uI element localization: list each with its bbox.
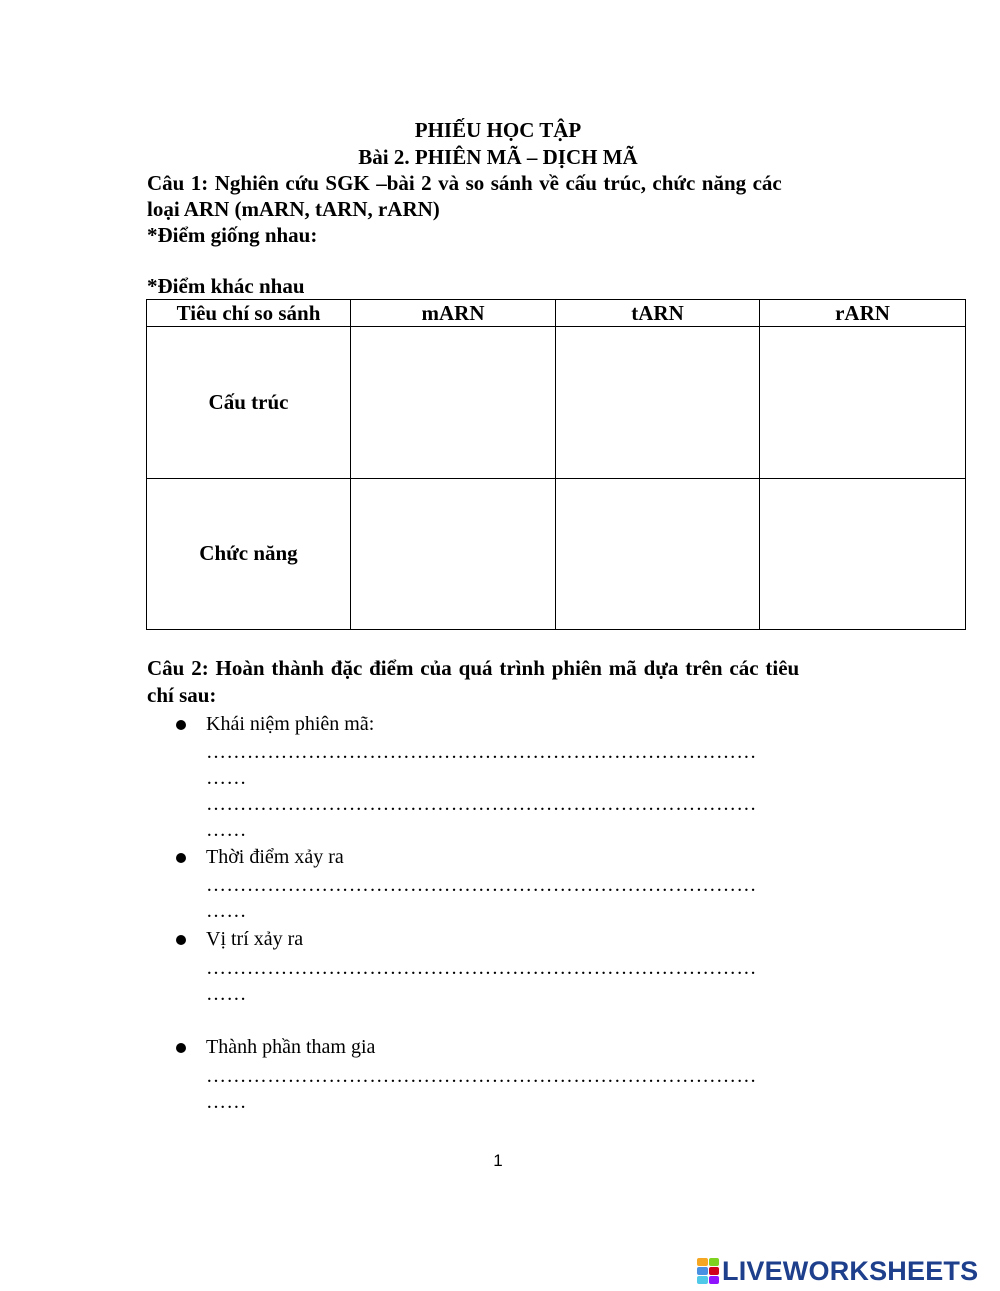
table-row-function — [147, 478, 966, 629]
header-rarn: rARN — [760, 300, 966, 327]
bullet-icon — [176, 853, 186, 863]
question2-line1: Câu 2: Hoàn thành đặc điểm của quá trình phiên mã dựa trên các tiêu — [147, 656, 800, 680]
answer-line-end[interactable]: …… — [206, 819, 247, 841]
item-label-location: Vị trí xảy ra — [206, 928, 304, 950]
item-label-participants: Thành phần tham gia — [206, 1036, 376, 1058]
answer-line-end[interactable]: …… — [206, 1091, 247, 1113]
answer-line-end[interactable]: …… — [206, 767, 247, 789]
differences-label: *Điểm khác nhau — [147, 274, 305, 298]
answer-line[interactable]: ……………………………………………………………………… — [206, 741, 757, 763]
worksheet-title: PHIẾU HỌC TẬP — [414, 118, 582, 142]
bullet-icon — [176, 720, 186, 730]
bullet-icon — [176, 1043, 186, 1053]
comparison-table — [146, 299, 966, 630]
page-number: 1 — [493, 1151, 503, 1170]
similarities-label: *Điểm giống nhau: — [147, 223, 318, 247]
cell-structure-tarn[interactable] — [556, 327, 760, 478]
bullet-icon — [176, 935, 186, 945]
lesson-subtitle: Bài 2. PHIÊN MÃ – DỊCH MÃ — [358, 145, 638, 169]
row-label-structure: Cấu trúc — [147, 327, 351, 478]
header-tarn: tARN — [556, 300, 760, 327]
answer-line-end[interactable]: …… — [206, 900, 247, 922]
answer-line[interactable]: ……………………………………………………………………… — [206, 957, 757, 979]
question1-line1: Câu 1: Nghiên cứu SGK –bài 2 và so sánh về cấu trúc, chức năng các — [147, 171, 782, 195]
answer-line[interactable]: ……………………………………………………………………… — [206, 874, 757, 896]
logo-blocks-icon — [697, 1258, 719, 1284]
logo-text: LIVEWORKSHEETS — [722, 1256, 979, 1286]
cell-structure-rarn[interactable] — [760, 327, 966, 478]
header-criteria: Tiêu chí so sánh — [147, 300, 351, 327]
answer-line[interactable]: ……………………………………………………………………… — [206, 793, 757, 815]
item-label-time: Thời điểm xảy ra — [206, 846, 344, 868]
answer-line[interactable]: ……………………………………………………………………… — [206, 1065, 757, 1087]
cell-function-marn[interactable] — [351, 478, 556, 629]
cell-function-rarn[interactable] — [760, 478, 966, 629]
row-label-function: Chức năng — [147, 478, 351, 629]
table-row-structure — [147, 327, 966, 478]
cell-function-tarn[interactable] — [556, 478, 760, 629]
answer-line-end[interactable]: …… — [206, 983, 247, 1005]
header-marn: mARN — [351, 300, 556, 327]
cell-structure-marn[interactable] — [351, 327, 556, 478]
question2-line2: chí sau: — [147, 683, 217, 707]
item-label-concept: Khái niệm phiên mã: — [206, 713, 375, 735]
liveworksheets-logo[interactable] — [697, 1257, 978, 1285]
table-header-row — [147, 300, 966, 327]
question1-line2: loại ARN (mARN, tARN, rARN) — [147, 197, 440, 221]
